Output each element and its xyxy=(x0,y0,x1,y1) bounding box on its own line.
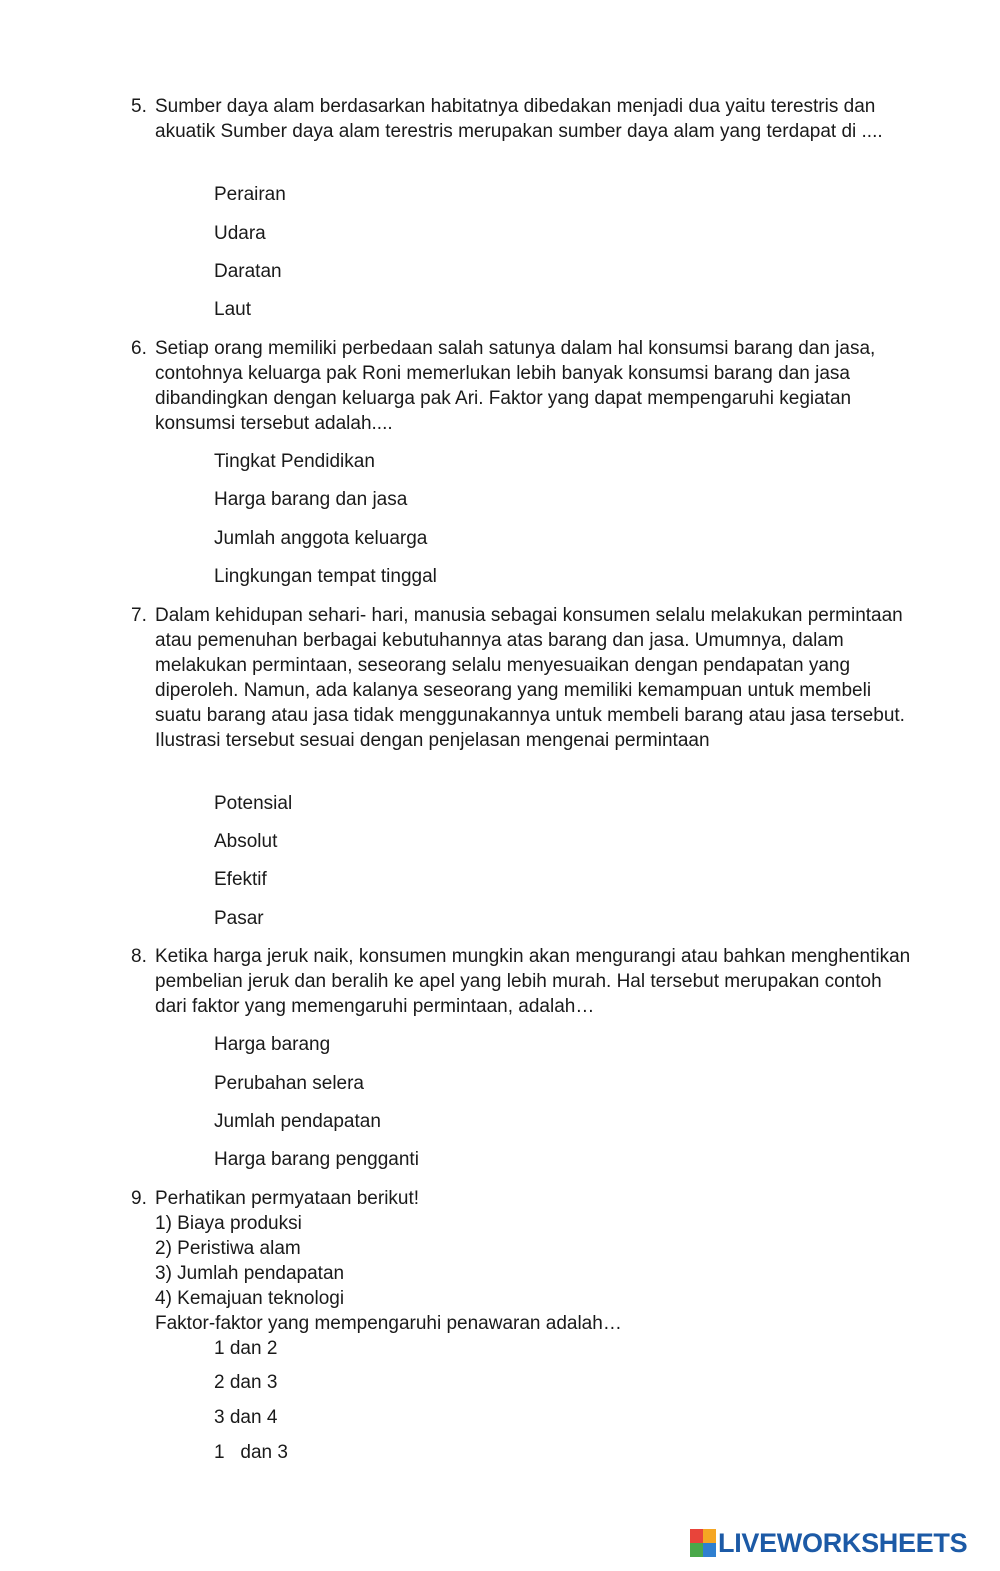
question-5 xyxy=(131,94,911,144)
statement-2: 2) Peristiwa alam xyxy=(155,1238,301,1259)
logo-cell xyxy=(690,1529,703,1543)
question-number: 8. xyxy=(131,946,147,967)
question-number: 7. xyxy=(131,605,147,626)
statement-1: 1) Biaya produksi xyxy=(155,1213,302,1234)
question-stem: Dalam kehidupan sehari- hari, manusia sebagai konsumen selalu melakukan permintaan atau pemenuhan berbagai kebutuhannya atas barang dan jasa. Umumnya, dalam melakukan permintaan, seseorang selalu menyesuaikan dengan pendapatan yang diperoleh. Namun, ada kalanya seseorang yang memiliki kemampuan untuk membeli suatu barang atau jasa tidak menggunakannya untuk membeli barang atau jasa tersebut. Ilustrasi tersebut sesuai dengan penjelasan mengenai permintaan xyxy=(155,605,905,751)
logo-cell xyxy=(690,1543,703,1557)
option-6-c[interactable]: Jumlah anggota keluarga xyxy=(214,528,428,549)
option-7-c[interactable]: Efektif xyxy=(214,869,267,890)
option-9-b[interactable]: 2 dan 3 xyxy=(214,1372,278,1393)
question-prompt: Faktor-faktor yang mempengaruhi penawaran adalah… xyxy=(155,1313,622,1334)
question-stem: Ketika harga jeruk naik, konsumen mungkin akan mengurangi atau bahkan menghentikan pembelian jeruk dan beralih ke apel yang lebih murah. Hal tersebut merupakan contoh dari faktor yang memengaruhi permintaan, adalah… xyxy=(155,946,911,1017)
option-8-d[interactable]: Harga barang pengganti xyxy=(214,1149,419,1170)
option-6-d[interactable]: Lingkungan tempat tinggal xyxy=(214,566,437,587)
question-stem: Perhatikan permyataan berikut! xyxy=(155,1188,420,1209)
question-8 xyxy=(131,944,911,1019)
question-stem: Setiap orang memiliki perbedaan salah satunya dalam hal konsumsi barang dan jasa, contohnya keluarga pak Roni memerlukan lebih banyak konsumsi barang dan jasa dibandingkan dengan keluarga pak Ari. Faktor yang dapat mempengaruhi kegiatan konsumsi tersebut adalah.... xyxy=(155,338,876,434)
option-6-b[interactable]: Harga barang dan jasa xyxy=(214,489,408,510)
option-5-c[interactable]: Daratan xyxy=(214,261,282,282)
question-number: 9. xyxy=(131,1188,147,1209)
option-9-a[interactable]: 1 dan 2 xyxy=(214,1338,278,1359)
option-9-c[interactable]: 3 dan 4 xyxy=(214,1407,278,1428)
liveworksheets-logo-icon xyxy=(690,1529,716,1557)
option-7-b[interactable]: Absolut xyxy=(214,831,278,852)
option-5-a[interactable]: Perairan xyxy=(214,184,286,205)
question-number: 5. xyxy=(131,96,147,117)
statement-4: 4) Kemajuan teknologi xyxy=(155,1288,345,1309)
option-6-a[interactable]: Tingkat Pendidikan xyxy=(214,451,375,472)
option-5-b[interactable]: Udara xyxy=(214,223,266,244)
question-9 xyxy=(131,1186,911,1336)
option-8-c[interactable]: Jumlah pendapatan xyxy=(214,1111,381,1132)
question-6 xyxy=(131,336,911,436)
option-7-a[interactable]: Potensial xyxy=(214,793,293,814)
option-7-d[interactable]: Pasar xyxy=(214,908,264,929)
liveworksheets-brand xyxy=(690,1527,967,1559)
option-5-d[interactable]: Laut xyxy=(214,299,251,320)
logo-cell xyxy=(703,1543,716,1557)
statement-3: 3) Jumlah pendapatan xyxy=(155,1263,345,1284)
option-8-b[interactable]: Perubahan selera xyxy=(214,1073,364,1094)
question-number: 6. xyxy=(131,338,147,359)
question-7 xyxy=(131,603,911,753)
brand-name: LIVEWORKSHEETS xyxy=(718,1527,968,1558)
option-9-d[interactable]: 1 dan 3 xyxy=(214,1442,288,1463)
question-stem: Sumber daya alam berdasarkan habitatnya dibedakan menjadi dua yaitu terestris dan akuatik Sumber daya alam terestris merupakan sumber daya alam yang terdapat di .... xyxy=(155,96,883,142)
option-8-a[interactable]: Harga barang xyxy=(214,1034,331,1055)
logo-cell xyxy=(703,1529,716,1543)
